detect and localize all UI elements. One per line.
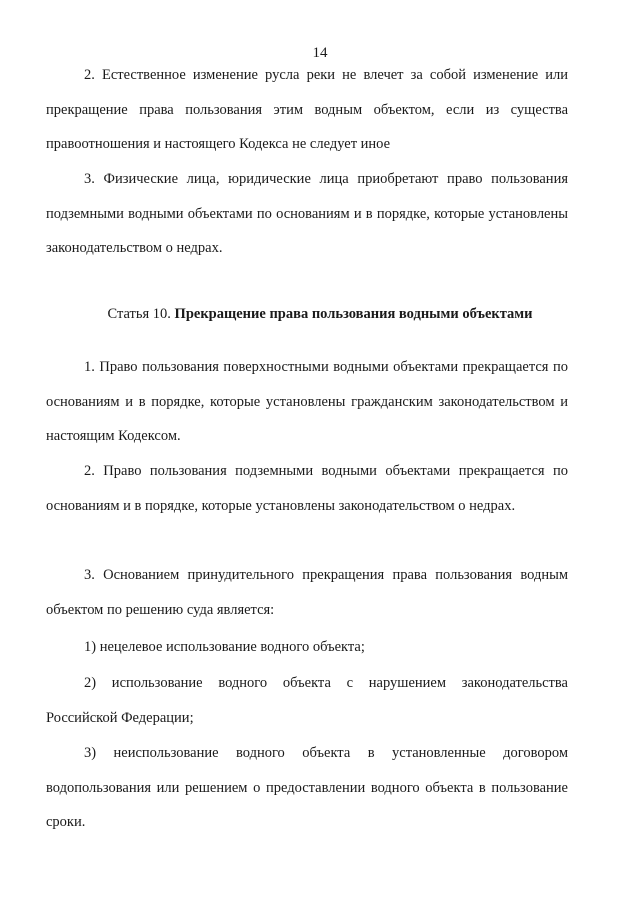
page-number: 14: [312, 45, 328, 61]
list-item-misuse: 1) нецелевое использование водного объекта;: [84, 639, 365, 655]
paragraph-underground-water-termination: 2. Право пользования подземными водными объектами прекращается по основаниям и в порядке, которые установлены законодательством о недрах.: [46, 463, 568, 514]
paragraph-forced-termination-grounds: 3. Основанием принудительного прекращения права пользования водным объектом по решению суда является:: [46, 567, 568, 618]
article-number: Статья 10.: [107, 306, 171, 322]
article-heading: [0, 304, 640, 324]
paragraph-underground-water-rights: 3. Физические лица, юридические лица приобретают право пользования подземными водными объектами по основаниям и в порядке, которые установлены законодательством о недрах.: [46, 171, 568, 256]
article-title: Прекращение права пользования водными объектами: [174, 306, 533, 322]
list-item-law-violation: 2) использование водного объекта с нарушением законодательства Российской Федерации;: [46, 675, 568, 726]
paragraph-riverbed-change: 2. Естественное изменение русла реки не влечет за собой изменение или прекращение права пользования этим водным объектом, если из существа правоотношения и настоящего Кодекса не следует иное: [46, 67, 568, 152]
list-item-non-use: 3) неиспользование водного объекта в установленные договором водопользования или решением о предоставлении водного объекта в пользование сроки.: [46, 745, 568, 830]
paragraph-surface-water-termination: 1. Право пользования поверхностными водными объектами прекращается по основаниям и в порядке, которые установлены гражданским законодательством и настоящим Кодексом.: [46, 359, 568, 444]
